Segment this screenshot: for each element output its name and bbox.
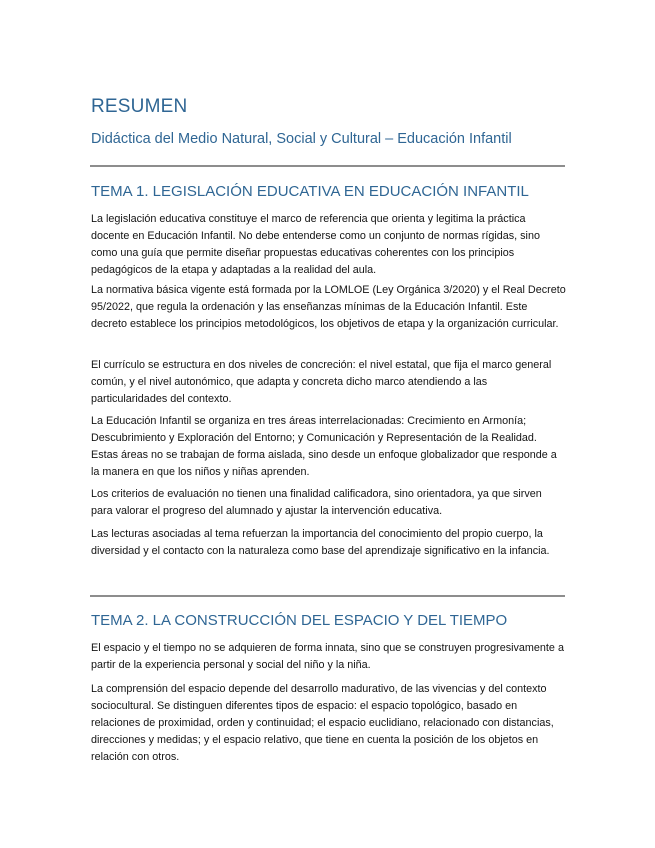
paragraph: Las lecturas asociadas al tema refuerzan la importancia del conocimiento del propio cuerpo, la diversidad y el contacto con la naturaleza como base del aprendizaje significativo en la infancia. bbox=[91, 528, 550, 557]
paragraph: El currículo se estructura en dos niveles de concreción: el nivel estatal, que fija el marco general común, y el nivel autonómico, que adapta y concreta dicho marco atendiendo a las particularidades del contexto. bbox=[91, 359, 552, 405]
paragraph: La legislación educativa constituye el marco de referencia que orienta y legitima la práctica docente en Educación Infantil. No debe entenderse como un conjunto de normas rígidas, sino como una guía que permite diseñar propuestas educativas coherentes con los principios pedagógicos de la etapa y adaptadas a la realidad del aula. bbox=[91, 213, 540, 276]
section-heading-tema-1: TEMA 1. LEGISLACIÓN EDUCATIVA EN EDUCACIÓN INFANTIL bbox=[91, 183, 529, 200]
section-divider bbox=[90, 595, 565, 597]
paragraph: La Educación Infantil se organiza en tres áreas interrelacionadas: Crecimiento en Armonía; Descubrimiento y Exploración del Entorno; y Comunicación y Representación de la Realidad. Estas áreas no se trabajan de forma aislada, sino desde un enfoque globalizador que responde a la manera en que los niños y niñas aprenden. bbox=[91, 415, 557, 478]
paragraph: La comprensión del espacio depende del desarrollo madurativo, de las vivencias y del contexto sociocultural. Se distinguen diferentes tipos de espacio: el espacio topológico, basado en relaciones de proximidad, orden y continuidad; el espacio euclidiano, relacionado con distancias, direcciones y medidas; y el espacio relativo, que tiene en cuenta la posición de los objetos en relación con otros. bbox=[91, 683, 554, 763]
paragraph: Los criterios de evaluación no tienen una finalidad calificadora, sino orientadora, ya que sirven para valorar el progreso del alumnado y ajustar la intervención educativa. bbox=[91, 488, 542, 517]
section-heading-tema-2: TEMA 2. LA CONSTRUCCIÓN DEL ESPACIO Y DEL TIEMPO bbox=[91, 612, 508, 629]
paragraph: El espacio y el tiempo no se adquieren de forma innata, sino que se construyen progresivamente a partir de la experiencia personal y social del niño y la niña. bbox=[91, 642, 564, 671]
section-divider bbox=[90, 165, 565, 167]
document-title: RESUMEN bbox=[91, 96, 188, 117]
document-subtitle: Didáctica del Medio Natural, Social y Cultural – Educación Infantil bbox=[91, 131, 512, 147]
paragraph: La normativa básica vigente está formada por la LOMLOE (Ley Orgánica 3/2020) y el Real Decreto 95/2022, que regula la ordenación y las enseñanzas mínimas de la Educación Infantil. Este decreto establece los principios metodológicos, los objetivos de etapa y la organización curricular. bbox=[91, 284, 566, 330]
